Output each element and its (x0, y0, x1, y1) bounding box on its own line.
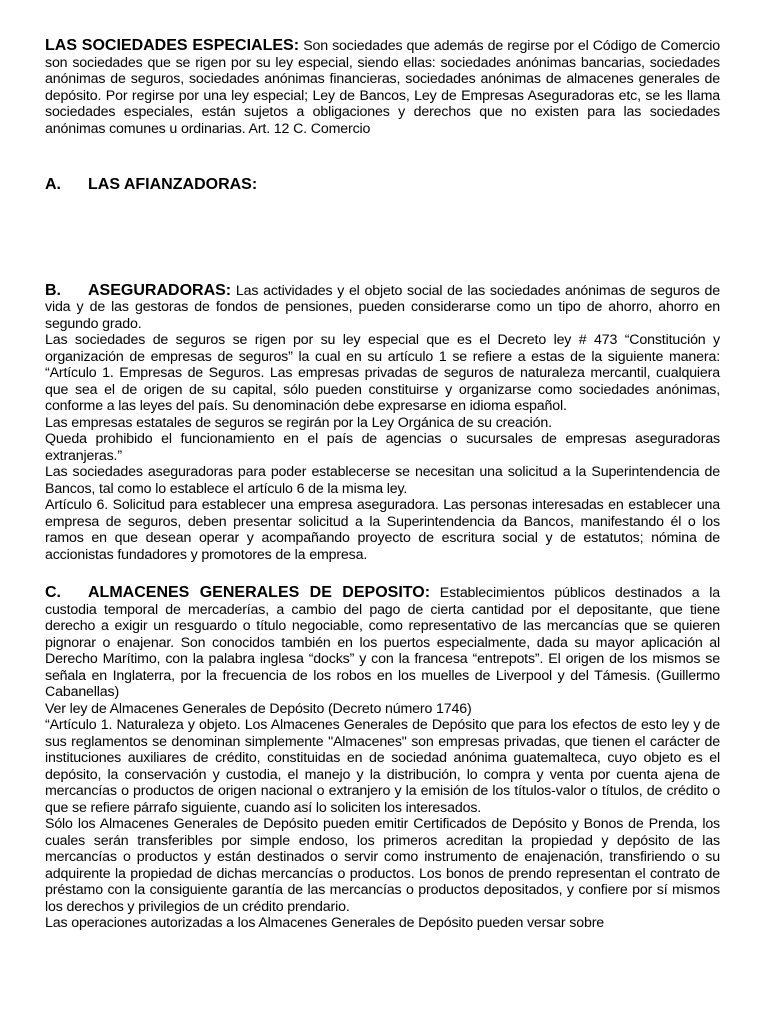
section-c-paragraph: Sólo los Almacenes Generales de Depósito pueden emitir Certificados de Depósito y Bonos de Prenda, los cuales serán transferibles por simple endoso, los primeros acreditan la propiedad y depósito de las mercancías o productos y están destinados o servir como instrumento de enajenación, transfiriendo o su adquirente la propiedad de dichas mercancías o productos. Los bonos de prendo representan el contrato de préstamo con la consiguiente garantía de las mercancías o productos depositados, y confiere por sí mismos los derechos y privilegios de un crédito prendario. (45, 816, 720, 915)
section-b-paragraph: Las sociedades de seguros se rigen por su ley especial que es el Decreto ley # 473 “Constitución y organización de empresas de seguros” la cual en su artículo 1 se refiere a estas de la siguiente manera: “Artículo 1. Empresas de Seguros. Las empresas privadas de seguros de naturaleza mercantil, cualquiera que sea el de origen de su capital, sólo pueden constituirse y organizarse como sociedades anónimas, conforme a las leyes del país. Su denominación debe expresarse en idioma español. (45, 332, 720, 414)
intro-heading: LAS SOCIEDADES ESPECIALES: (45, 37, 300, 54)
document-page (45, 38, 720, 932)
intro-text: Son sociedades que además de regirse por el Código de Comercio son sociedades que se rigen por su ley especial, siendo ellas: sociedades anónimas bancarias, sociedades anónimas de seguros, sociedades anónimas financieras, sociedades anónimas de almacenes generales de depósito. Por regirse por una ley especial; Ley de Bancos, Ley de Empresas Aseguradoras etc, se les llama sociedades especiales, están sujetos a obligaciones y derechos que no existen para las sociedades anónimas comunes u ordinarias. Art. 12 C. Comercio (45, 38, 721, 137)
section-c-heading (45, 584, 430, 601)
section-b-title: ASEGURADORAS: (88, 281, 232, 299)
section-b-paragraph: Artículo 6. Solicitud para establecer una empresa aseguradora. Las personas interesadas en establecer una empresa de seguros, deben presentar solicitud a la Superintendencia da Bancos, manifestando él o los ramos en que desean operar y acompañando proyecto de escritura social y de estatutos; nómina de accionistas fundadores y promotores de la empresa. (45, 497, 720, 563)
section-c-title: ALMACENES GENERALES DE DEPOSITO: (88, 584, 431, 601)
intro-paragraph (45, 38, 720, 137)
section-c-paragraph: Ver ley de Almacenes Generales de Depósito (Decreto número 1746) (45, 700, 472, 717)
section-a-title: LAS AFIANZADORAS: (88, 176, 258, 193)
section-b-paragraph: Las empresas estatales de seguros se regirán por la Ley Orgánica de su creación. (45, 414, 552, 431)
section-c-letter: C. (45, 584, 61, 601)
section-b-paragraph: Las sociedades aseguradoras para poder establecerse se necesitan una solicitud a la Superintendencia de Bancos, tal como lo establece el artículo 6 de la misma ley. (45, 464, 720, 497)
section-c-lead-text: Establecimientos públicos destinados a la custodia temporal de mercaderías, a cambio del pago de cierta cantidad por el depositante, que tiene derecho a exigir un resguardo o título negociable, como representativo de las mercancías que se quieren pignorar o enajenar. Son conocidos también en los puertos especialmente, dada su mayor aplicación al Derecho Marítimo, con la palabra inglesa “docks” y con la francesa “entrepots”. El origen de los mismos se señala en Inglaterra, por la frecuencia de los robos en los muelles de Liverpool y del Támesis. (Guillermo Cabanellas) (45, 585, 721, 700)
section-c-paragraph: “Artículo 1. Naturaleza y objeto. Los Almacenes Generales de Depósito que para los efectos de esto ley y de sus reglamentos se denominan simplemente "Almacenes" son empresas privadas, que tienen el carácter de instituciones auxiliares de crédito, constituidas en de sociedad anónima guatemalteca, cuyo objeto es el depósito, la conservación y custodia, el manejo y la distribución, lo compra y venta por cuenta ajena de mercancías o productos de origen nacional o extranjero y la emisión de los títulos-valor o títulos, de crédito o que se refiere párrafo siguiente, cuando así lo soliciten los interesados. (45, 717, 720, 816)
section-a-heading (45, 177, 720, 194)
section-c-lead-paragraph (45, 585, 720, 701)
section-a-letter: A. (45, 176, 61, 193)
section-b-heading (45, 282, 231, 299)
section-c-cut-paragraph: Las operaciones autorizadas a los Almacenes Generales de Depósito pueden versar sobre (45, 915, 605, 931)
section-b-paragraph: Queda prohibido el funcionamiento en el país de agencias o sucursales de empresas aseguradoras extranjeras.” (45, 431, 720, 464)
section-b-lead-paragraph (45, 283, 720, 333)
section-b-letter: B. (45, 281, 61, 299)
section-b-lead-text: Las actividades y el objeto social de las sociedades anónimas de seguros de vida y de las gestoras de fondos de pensiones, pueden considerarse como un tipo de ahorro, ahorro en segundo grado. (45, 282, 720, 332)
